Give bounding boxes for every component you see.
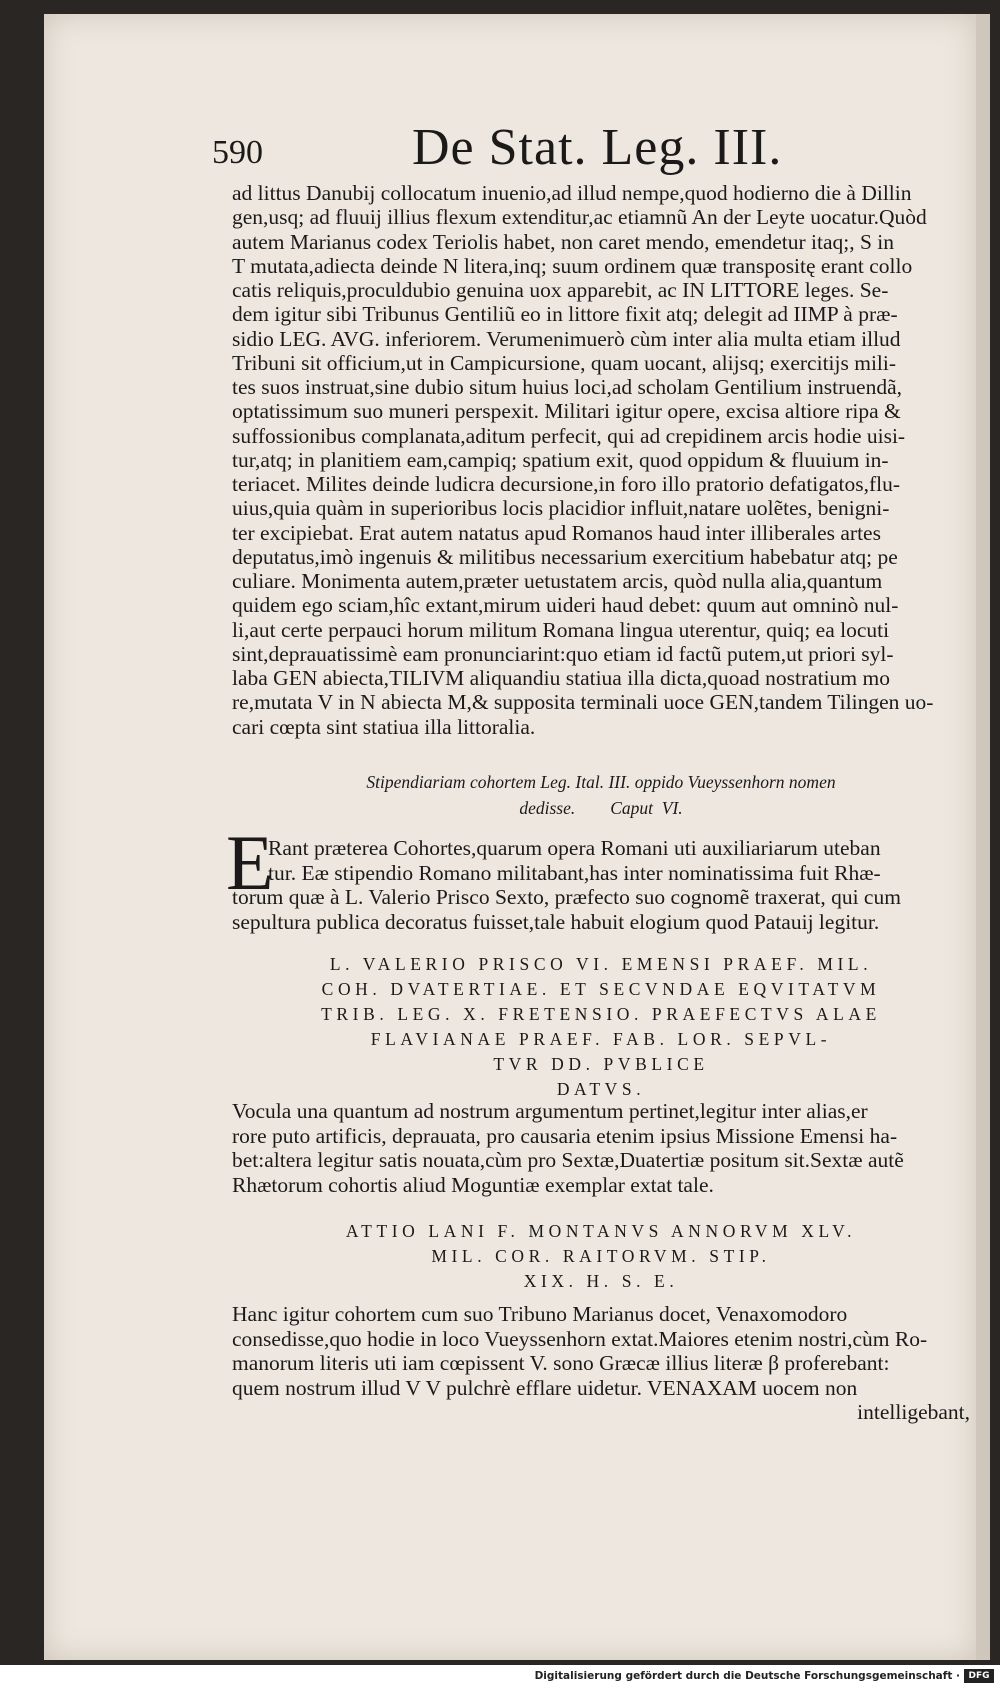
text-line: optatissimum suo muneri perspexit. Militari igitur opere, excisa altiore ripa & xyxy=(232,399,901,424)
text-line: uius,quia quàm in superioribus locis placidior influit,natare uolẽtes, benigni- xyxy=(232,496,890,521)
text-line: T mutata,adiecta deinde N litera,inq; suum ordinem quæ transpositę erant collo xyxy=(232,253,913,278)
page-edge xyxy=(976,14,990,1660)
text-line: re,mutata V in N abiecta M,& supposita terminali uoce GEN,tandem Tilingen uo- xyxy=(232,690,934,715)
text-line: manorum literis uti iam cœpissent V. sono Græcæ illius literæ β proferebant: xyxy=(232,1351,890,1375)
inscription-line: DATVS. xyxy=(556,1079,646,1099)
text-line: rore puto artificis, deprauata, pro causaria etenim ipsius Missione Emensi ha- xyxy=(232,1123,898,1148)
initial-capital: E xyxy=(226,819,274,906)
text-line: ad littus Danubij collocatum inuenio,ad illud nempe,quod hodierno die à Dillin xyxy=(232,181,912,205)
text-line: Tribuni sit officium,ut in Campicursione, quam uocant, alijsq; exercitijs mili- xyxy=(232,350,897,375)
paragraph-4 xyxy=(232,1302,970,1425)
page-number: 590 xyxy=(212,134,263,171)
text-line: gen,usq; ad fluuij illius flexum extenditur,ac etiamnũ An der Leyte uocatur.Quòd xyxy=(232,205,927,230)
inscription-line: XIX. H. S. E. xyxy=(523,1271,679,1291)
catchword: intelligebant, xyxy=(857,1400,970,1424)
paragraph-1 xyxy=(232,181,970,739)
inscription-line: FLAVIANAE PRAEF. FAB. LOR. SEPVL- xyxy=(370,1029,832,1049)
text-line: Rhætorum cohortis aliud Moguntiæ exemplar extat tale. xyxy=(232,1172,714,1197)
paragraph-3 xyxy=(232,1099,970,1197)
text-line: autem Marianus codex Teriolis habet, non caret mendo, emendetur itaq;, S in xyxy=(232,229,895,254)
funding-credit: Digitalisierung gefördert durch die Deutsche Forschungsgemeinschaft · xyxy=(534,1670,960,1682)
text-line: bet:altera legitur satis nouata,cùm pro Sextæ,Duatertiæ positum sit.Sextæ autẽ xyxy=(232,1148,904,1172)
text-line: ter excipiebat. Erat autem natatus apud Romanos haud inter illiberales artes xyxy=(232,520,881,545)
text-line: Hanc igitur cohortem cum suo Tribuno Marianus docet, Venaxomodoro xyxy=(232,1302,848,1326)
heading-line: Stipendiariam cohortem Leg. Ital. III. oppido Vueyssenhorn nomen xyxy=(366,772,836,792)
text-line: quem nostrum illud V V pulchrè efflare uidetur. VENAXAM uocem non xyxy=(232,1375,858,1400)
inscription-line: L. VALERIO PRISCO VI. EMENSI PRAEF. MIL. xyxy=(329,954,873,974)
text-line: deputatus,imò ingenuis & militibus necessarium exercitium habebatur atq; pe xyxy=(232,544,898,569)
text-line: dem igitur sibi Tribunus Gentiliũ eo in littore fixit atq; delegit ad IIMP à præ- xyxy=(232,302,898,327)
text-line: catis reliquis,proculdubio genuina uox apparebit, ac IN LITTORE leges. Se- xyxy=(232,278,889,302)
text-line: teriacet. Milites deinde ludicra decursione,in foro illo pratorio defatigatos,flu- xyxy=(232,472,901,496)
text-line: consedisse,quo hodie in loco Vueyssenhorn extat.Maiores etenim nostri,cùm Ro- xyxy=(232,1326,928,1351)
inscription-line: MIL. COR. RAITORVM. STIP. xyxy=(431,1246,771,1266)
text-line: cari cœpta sint statiua illa littoralia. xyxy=(232,714,536,739)
running-title: De Stat. Leg. III. xyxy=(412,119,783,176)
heading-line: dedisse. Caput VI. xyxy=(519,798,683,818)
text-line: Vocula una quantum ad nostrum argumentum pertinet,legitur inter alias,er xyxy=(232,1099,868,1123)
dfg-logo: DFG xyxy=(964,1669,994,1683)
inscription-1 xyxy=(232,952,970,1102)
text-line: tes suos instruat,sine dubio situm huius loci,ad scholam Gentilium instruendã, xyxy=(232,375,903,399)
footer-bar xyxy=(0,1665,1000,1690)
text-line: sepultura publica decoratus fuisset,tale habuit elogium quod Patauij legitur. xyxy=(232,909,880,934)
text-line: suffossionibus complanata,aditum perfecit, qui ad crepidinem arcis hodie uisi- xyxy=(232,423,906,448)
inscription-line: COH. DVATERTIAE. ET SECVNDAE EQVITATVM xyxy=(321,979,881,999)
text-line: quidem ego sciam,hîc extant,mirum uideri haud debet: quum aut omninò nul- xyxy=(232,593,899,618)
text-line: torum quæ à L. Valerio Prisco Sexto, præfecto suo cognomẽ traxerat, qui cum xyxy=(232,885,901,909)
text-line: Rant præterea Cohortes,quarum opera Romani uti auxiliariarum uteban xyxy=(268,836,881,860)
text-line: laba GEN abiecta,TILIVM aliquandiu statiua illa dicta,quoad nostratium mo xyxy=(232,666,890,690)
text-line: tur. Eæ stipendio Romano militabant,has inter nominatissima fuit Rhæ- xyxy=(268,860,881,885)
text-line: sint,deprauatissimè eam pronunciarint:quo etiam id factũ putem,ut priori syl- xyxy=(232,641,894,666)
text-line: tur,atq; in planitiem eam,campiq; spatium exit, quod oppidum & fluuium in- xyxy=(232,447,889,472)
inscription-2 xyxy=(232,1219,970,1294)
inscription-line: TRIB. LEG. X. FRETENSIO. PRAEFECTVS ALAE xyxy=(321,1004,881,1024)
text-line: li,aut certe perpauci horum militum Romana lingua uterentur, quiq; ea locuti xyxy=(232,617,890,642)
paragraph-2 xyxy=(232,836,970,934)
section-heading xyxy=(232,769,970,821)
inscription-line: TVR DD. PVBLICE xyxy=(493,1054,709,1074)
text-line: sidio LEG. AVG. inferiorem. Verumenimuerò cùm inter alia multa etiam illud xyxy=(232,326,901,351)
inscription-line: ATTIO LANI F. MONTANVS ANNORVM XLV. xyxy=(345,1221,857,1241)
page-header xyxy=(212,118,792,178)
text-line: culiare. Monimenta autem,præter uetustatem arcis, quòd nulla alia,quantum xyxy=(232,569,883,593)
